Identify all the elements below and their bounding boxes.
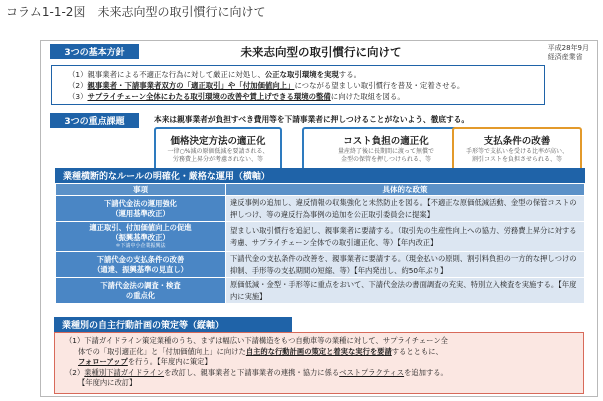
col-header-policy: 具体的な政策 — [226, 184, 585, 196]
policy-table — [55, 183, 585, 304]
voluntary-heading: 業種別の自主行動計画の策定等（縦軸） — [54, 317, 292, 332]
voluntary-line: （2）業種別下請ガイドラインを改訂し、親事業者と下請事業者の連携・協力に係るベストプラクティスを追加する。 — [65, 367, 448, 377]
date-block — [548, 44, 589, 62]
policy-item: （2）親事業者・下請事業者双方の「適正取引」や「付加価値向上」につながる望ましい取引慣行を普及・定着させる。 — [68, 81, 465, 90]
focus-item-desc: 量産終了後に長期間に渡って無償で 金型の保管を押しつけられる、等 — [337, 148, 434, 163]
row-policy: 下請代金の支払条件の改善を、親事業者に要請する。（現金払いの原則、割引料負担の一方的な押しつけの抑制、手形等の支払期間の短縮、等）【年内発出し、約50年ぶり】 — [226, 252, 585, 278]
row-item: 適正取引、付加価値向上の促進 （振興基準改正） ＊下請中小企業振興法 — [56, 222, 226, 252]
focus-tag: 3つの重点課題 — [50, 113, 139, 128]
policy-item: （3）サプライチェーン全体にわたる取引環境の改善や賃上げできる環境の整備に向けた取組を図る。 — [68, 92, 405, 101]
table-row — [56, 222, 585, 252]
figure-caption: コラム1-1-2図 未来志向型の取引慣行に向けて — [6, 5, 266, 19]
ministry-line: 経済産業省 — [547, 53, 583, 61]
page-title: 未来志向型の取引慣行に向けて — [240, 45, 402, 59]
focus-item-desc: 手形等で支払いを受ける比率が高い、 割引コストを負担させられる、等 — [465, 148, 568, 163]
table-row — [56, 252, 585, 278]
focus-item-pricing — [154, 127, 282, 172]
voluntary-line: 体での「取引適正化」と「付加価値向上」に向けた自主的な行動計画の策定と着実な実行を要請するとともに、 — [78, 346, 443, 356]
basic-policy-tag: 3つの基本方針 — [50, 44, 139, 59]
focus-sentence: 本来は親事業者が負担すべき費用等を下請事業者に押しつけることがないよう、徹底する。 — [154, 115, 470, 124]
row-policy: 望ましい取引慣行を追記し、親事業者に要請する。（取引先の生産性向上への協力、労務費上昇分に対する考慮、サプライチェーン全体での取引適正化、等）【年内改正】 — [226, 222, 585, 252]
row-item: 下請代金法の運用強化 （運用基準改正） — [56, 196, 226, 222]
focus-item-cost — [302, 127, 470, 172]
focus-item-desc: 一律○%減の原価低減を要請される、 労務費上昇分が考慮されない、等 — [167, 148, 269, 163]
focus-item-payment — [452, 127, 582, 172]
table-row — [56, 196, 585, 222]
row-policy: 違反事例の追加し、違反情報の収集強化と未然防止を図る。【不適正な原価低減活動、金型の保管コストの押しつけ、等の違反行為事例の追加を公正取引委員会に提案】 — [226, 196, 585, 222]
voluntary-line: 【年度内に改訂】 — [78, 378, 137, 387]
voluntary-line: フォローアップを行う。【年度内に策定】 — [78, 357, 212, 366]
cross-industry-heading: 業種横断的なルールの明確化・厳格な運用（横軸） — [55, 168, 585, 183]
voluntary-box — [54, 332, 584, 394]
col-header-item: 事項 — [56, 184, 226, 196]
row-item: 下請代金の支払条件の改善 （通達、振興基準の見直し） — [56, 252, 226, 278]
row-policy: 原価低減・金型・手形等に重点をおいて、下請代金法の書面調査の充実、特別立入検査を実施する。【年度内に実施】 — [226, 278, 585, 304]
focus-item-title: コスト負担の適正化 — [343, 136, 429, 147]
date-line: 平成28年9月 — [547, 44, 589, 52]
policy-item: （1）親事業者による不適正な行為に対して厳正に対処し、公正な取引環境を実現する。 — [68, 70, 361, 79]
focus-item-title: 支払条件の改善 — [483, 136, 551, 147]
row-item: 下請代金法の調査・検査 の重点化 — [56, 278, 226, 304]
focus-item-title: 価格決定方法の適正化 — [170, 136, 266, 147]
table-row — [56, 278, 585, 304]
voluntary-line: （1）下請ガイドライン策定業種のうち、まずは幅広い下請構造をもつ自動車等の業種に対して、サプライチェーン全 — [65, 336, 448, 345]
basic-policy-box — [51, 65, 545, 105]
